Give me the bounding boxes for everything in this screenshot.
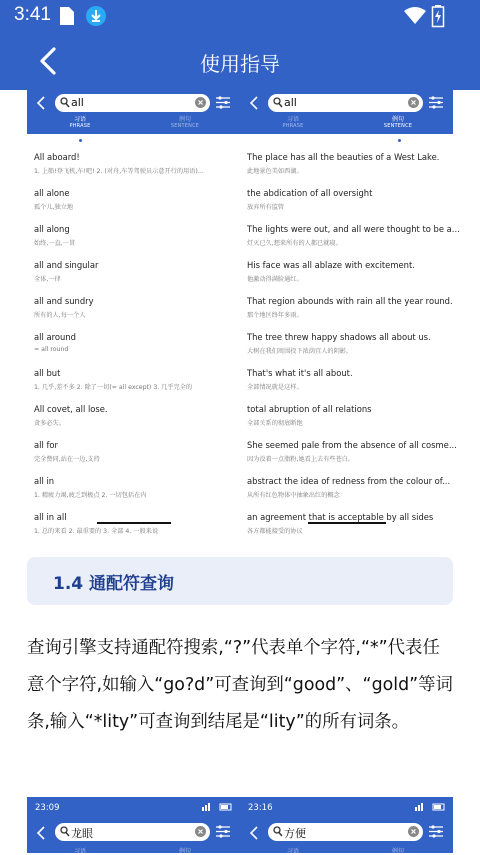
status-time: 3:41 <box>14 4 51 25</box>
entry-meaning: 各方都能接受的协议 <box>247 528 303 535</box>
pane-header <box>27 90 240 134</box>
scroll-mark <box>308 522 386 524</box>
tab-sentence: 例句 SENTENCE <box>383 116 413 129</box>
tab-phrase: 习语 <box>73 848 86 855</box>
signal-battery-icon <box>415 803 445 811</box>
entry-text: an agreement that is acceptable by all sides <box>247 512 434 522</box>
search-icon <box>60 826 70 837</box>
list-item <box>34 296 234 319</box>
entry-meaning: 灯灭已久,想来所有的人都已就寝。 <box>247 240 342 247</box>
filter-icon <box>429 825 443 838</box>
search-box <box>55 823 210 841</box>
filter-icon <box>429 96 443 109</box>
list-item <box>247 368 447 391</box>
list-item <box>247 476 451 499</box>
entry-text: all and singular <box>34 260 99 270</box>
list-item <box>34 368 234 391</box>
entry-text: The tree threw happy shadows all about us. <box>247 332 431 342</box>
list-item <box>34 476 234 499</box>
signal-battery-icon <box>202 803 232 811</box>
back-arrow-icon <box>35 826 47 840</box>
entry-text: all in <box>34 476 55 486</box>
list-item <box>34 404 234 427</box>
scroll-mark <box>97 522 171 524</box>
app-bar <box>0 32 480 90</box>
entry-meaning: 全体,一律 <box>34 276 61 283</box>
tab-sentence: 例句 <box>391 848 404 855</box>
entry-meaning: 所有的人,每一个人 <box>34 312 86 319</box>
clear-icon <box>195 97 206 108</box>
list-item <box>34 260 234 283</box>
list-item <box>34 224 234 247</box>
entry-meaning: 全部情况就是这样。 <box>247 384 303 391</box>
clear-icon <box>408 826 419 837</box>
entry-meaning: 全部关系的彻底断绝 <box>247 420 303 427</box>
entry-meaning: 完全赞同,站在一边,支持 <box>34 456 100 463</box>
phone-time: 23:09 <box>35 803 60 813</box>
filter-icon <box>216 825 230 838</box>
page-dot <box>398 139 401 142</box>
section-heading-card <box>27 557 453 605</box>
entry-text: the abdication of all oversight <box>247 188 373 198</box>
phone-header-right <box>240 797 453 853</box>
phrase-pane <box>27 90 240 535</box>
filter-icon <box>216 96 230 109</box>
search-icon <box>273 97 283 108</box>
entry-text: all but <box>34 368 61 378</box>
list-item <box>247 332 447 355</box>
list-item <box>247 188 447 211</box>
tab-indicator <box>49 134 109 138</box>
tab-phrase: 习语 PHRASE <box>69 116 91 129</box>
entry-meaning: 那个地区终年多雨。 <box>247 312 303 319</box>
phone-header-left <box>27 797 240 853</box>
search-query: 方便 <box>284 827 306 840</box>
search-box <box>268 823 423 841</box>
clear-icon <box>408 97 419 108</box>
entry-text: That's what it's all about. <box>247 368 353 378</box>
entry-text: all in all <box>34 512 67 522</box>
entry-meaning: 1. 总的来看 2. 最重要的 3. 全部 4. 一般来说 <box>34 528 159 535</box>
search-query: all <box>71 96 84 109</box>
list-item <box>247 296 453 319</box>
list-item <box>247 440 457 463</box>
list-item <box>34 188 234 211</box>
search-box <box>268 94 423 112</box>
search-query: all <box>284 96 297 109</box>
wifi-icon <box>404 7 426 24</box>
entry-text: total abruption of all relations <box>247 404 372 414</box>
search-box <box>55 94 210 112</box>
entry-meaning: 因为没着一点脂粉,她看上去有些苍白。 <box>247 456 355 463</box>
tab-indicator <box>368 134 428 138</box>
search-icon <box>60 97 70 108</box>
entry-text: all for <box>34 440 58 450</box>
entry-meaning: 放弃所有监管 <box>247 204 285 211</box>
example-screenshot-wildcard <box>27 797 453 853</box>
tab-sentence: 例句 SENTENCE <box>170 116 200 129</box>
entry-meaning: 他激动得满脸通红。 <box>247 276 303 283</box>
pane-header <box>240 90 453 134</box>
entry-text: She seemed pale from the absence of all cosme... <box>247 440 457 450</box>
list-item <box>34 152 234 175</box>
entry-text: all along <box>34 224 70 234</box>
list-item <box>247 404 447 427</box>
entry-meaning: 1. 精疲力竭,疲乏到极点 2. 一切包括在内 <box>34 492 147 499</box>
list-item <box>34 440 234 463</box>
list-item <box>34 332 234 353</box>
download-icon <box>86 6 106 26</box>
entry-text: That region abounds with rain all the year round. <box>247 296 453 306</box>
entry-text: all and sundry <box>34 296 94 306</box>
entry-text: all around <box>34 332 76 342</box>
entry-meaning: 始终,一直,一贯 <box>34 240 76 247</box>
sentence-pane <box>240 90 460 535</box>
entry-text: The place has all the beauties of a West Lake. <box>247 152 440 162</box>
list-item <box>247 260 447 283</box>
description-paragraph: 查询引擎支持通配符搜索,“?”代表单个字符,“*”代表任意个字符,如输入“go?d”可查询到“good”、“gold”等词条,输入“*lity”可查询到结尾是“lity”的所有词条。 <box>27 638 453 732</box>
back-arrow-icon <box>248 826 260 840</box>
entry-meaning: 大树在我们周围投下浓荫宜人的阴影。 <box>247 348 353 355</box>
entry-meaning: 1. 上船!登飞机,车!吧! 2. (对舟,车等驾驶员示意开行的用语)... <box>34 168 204 175</box>
tab-sentence: 例句 <box>178 848 191 855</box>
phone-time: 23:16 <box>248 803 273 813</box>
tab-phrase: 习语 <box>286 848 299 855</box>
clear-icon <box>195 826 206 837</box>
section-title: 1.4 通配符查询 <box>53 574 175 594</box>
entry-meaning: 孤个儿,独立地 <box>34 204 74 211</box>
example-screenshot-phrase-sentence <box>27 90 460 535</box>
search-query: 龙眼 <box>71 827 93 840</box>
entry-text: All aboard! <box>34 152 80 162</box>
page-dot <box>79 139 82 142</box>
entry-meaning: 1. 几乎,差不多 2. 除了一切(= all except) 3. 几乎完全的 <box>34 384 193 391</box>
entry-text: all alone <box>34 188 70 198</box>
search-icon <box>273 826 283 837</box>
tab-phrase: 习语 PHRASE <box>282 116 304 129</box>
entry-meaning: 从所有红色物体中抽象出红的概念 <box>247 492 340 499</box>
entry-meaning: = all round <box>34 346 69 353</box>
back-arrow-icon <box>35 96 47 110</box>
list-item <box>247 224 460 247</box>
entry-text: The lights were out, and all were thought to be a... <box>247 224 460 234</box>
page-title: 使用指导 <box>200 52 280 76</box>
list-item <box>247 152 447 175</box>
back-arrow-icon <box>248 96 260 110</box>
sim-card-icon <box>60 7 74 25</box>
entry-text: abstract the idea of redness from the colour of... <box>247 476 451 486</box>
status-bar <box>0 0 480 32</box>
entry-text: His face was all ablaze with excitement. <box>247 260 415 270</box>
battery-charging-icon <box>432 5 444 27</box>
entry-meaning: 贪多必失。 <box>34 420 65 427</box>
entry-text: All covet, all lose. <box>34 404 108 414</box>
entry-meaning: 此地景色美如西湖。 <box>247 168 303 175</box>
